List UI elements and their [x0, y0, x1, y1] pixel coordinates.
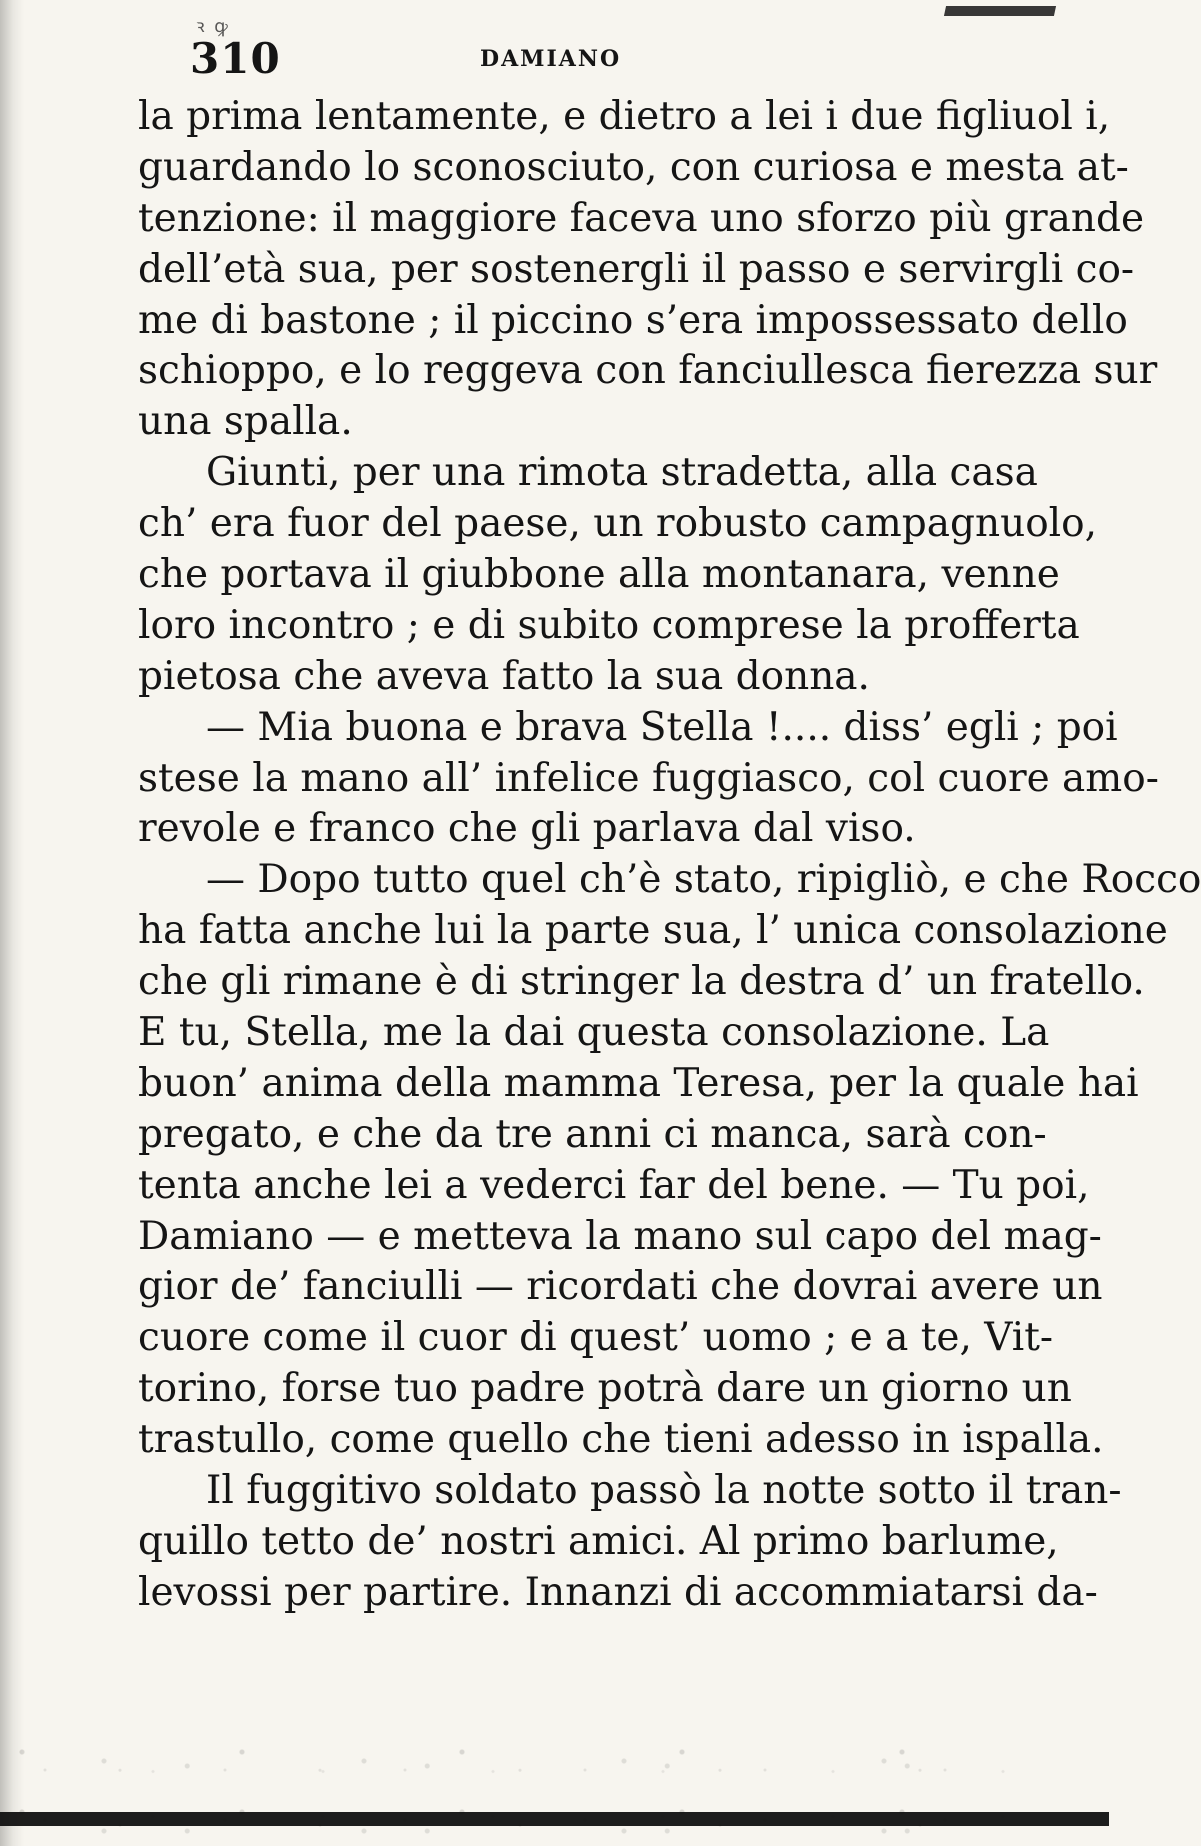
text-line-15: revole e franco che gli parlava dal viso. — [138, 806, 916, 852]
text-line-10: che portava il giubbone alla montanara, venne — [138, 552, 1060, 598]
text-line-26: torino, forse tuo padre potrà dare un giorno un — [138, 1366, 1072, 1412]
text-line-23: Damiano — e metteva la mano sul capo del mag- — [138, 1213, 1102, 1259]
text-line-19: E tu, Stella, me la dai questa consolazione. La — [138, 1010, 1050, 1056]
text-line-4: dell’età sua, per sostenergli il passo e servirgli co- — [138, 246, 1135, 292]
text-line-20: buon’ anima della mamma Teresa, per la quale hai — [138, 1060, 1139, 1106]
text-line-21: pregato, e che da tre anni ci manca, sarà con- — [138, 1111, 1047, 1157]
text-line-3: tenzione: il maggiore faceva uno sforzo più grande — [138, 195, 1145, 241]
text-line-12: pietosa che aveva fatto la sua donna. — [138, 653, 870, 699]
text-line-16: — Dopo tutto quel ch’è stato, ripigliò, e che Rocco — [206, 857, 1201, 903]
text-line-27: trastullo, come quello che tieni adesso in ispalla. — [138, 1417, 1104, 1463]
running-head: DAMIANO — [480, 46, 622, 72]
text-line-7: una spalla. — [138, 399, 353, 445]
text-line-22: tenta anche lei a vederci far del bene. — Tu poi, — [138, 1162, 1090, 1208]
text-line-2: guardando lo sconosciuto, con curiosa e mesta at- — [138, 144, 1129, 190]
text-line-1: la prima lentamente, e dietro a lei i due figliuol i, — [138, 94, 1111, 139]
text-line-11: loro incontro ; e di subito comprese la profferta — [138, 602, 1080, 648]
scan-top-mark — [944, 6, 1056, 16]
text-line-5: me di bastone ; il piccino s’era impossessato dello — [138, 297, 1128, 343]
page-number: 310 — [190, 34, 281, 83]
text-line-17: ha fatta anche lui la parte sua, l’ unica consolazione — [138, 908, 1168, 954]
text-line-9: ch’ era fuor del paese, un robusto campagnuolo, — [138, 501, 1098, 547]
text-line-13: — Mia buona e brava Stella !.... diss’ egli ; poi — [206, 704, 1118, 750]
top-left-mark: ꝛ ꝙ — [196, 16, 230, 37]
scan-bottom-noise — [0, 1740, 1109, 1846]
text-line-24: gior de’ fanciulli — ricordati che dovrai avere un — [138, 1264, 1103, 1310]
text-line-18: che gli rimane è di stringer la destra d’ un fratello. — [138, 959, 1145, 1005]
text-line-14: stese la mano all’ infelice fuggiasco, col cuore amo- — [138, 755, 1159, 801]
text-line-29: quillo tetto de’ nostri amici. Al primo barlume, — [138, 1518, 1059, 1564]
body-text — [138, 92, 1201, 1619]
text-line-30: levossi per partire. Innanzi di accommiatarsi da- — [138, 1569, 1098, 1615]
scan-left-shadow — [0, 0, 24, 1846]
text-line-8: Giunti, per una rimota stradetta, alla casa — [206, 450, 1038, 496]
text-line-25: cuore come il cuor di quest’ uomo ; e a te, Vit- — [138, 1315, 1054, 1361]
text-line-6: schioppo, e lo reggeva con fanciullesca fierezza sur — [138, 348, 1158, 394]
text-line-28: Il fuggitivo soldato passò la notte sotto il tran- — [206, 1468, 1122, 1514]
scan-bottom-rule — [0, 1812, 1109, 1826]
